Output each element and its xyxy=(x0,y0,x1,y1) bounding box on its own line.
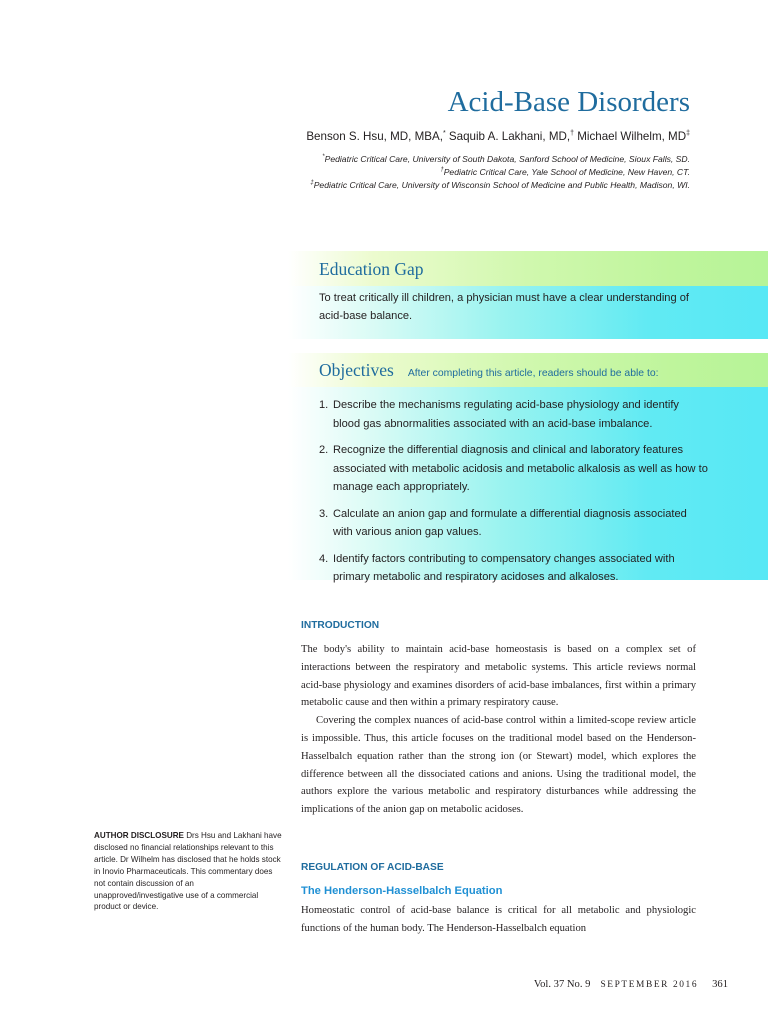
affiliation-text: Pediatric Critical Care, Yale School of Medicine, New Haven, CT. xyxy=(443,167,690,177)
author-name: Saquib A. Lakhani, MD, xyxy=(448,130,571,143)
objective-text: Recognize the differential diagnosis and clinical and laboratory features associated with metabolic acidosis and metabolic alkalosis as well as how to manage each appropriately. xyxy=(333,444,708,493)
author-mark: * xyxy=(442,130,446,138)
education-gap-box xyxy=(288,251,768,339)
introduction-heading: INTRODUCTION xyxy=(301,620,380,631)
objective-number: 4. xyxy=(319,552,329,565)
affiliation-text: Pediatric Critical Care, University of South Dakota, Sanford School of Medicine, Sioux Falls, SD. xyxy=(324,154,690,164)
disclosure-text: Drs Hsu and Lakhani have disclosed no financial relationships relevant to this article. Dr Wilhelm has disclosed that he holds stock in Inovio Pharmaceuticals. This commentary does not contain discussion of an unapproved/investigative use of a commercial product or device. xyxy=(94,831,282,912)
objective-text: Calculate an anion gap and formulate a differential diagnosis associated with various anion gap values. xyxy=(333,507,687,538)
article-title: Acid-Base Disorders xyxy=(447,86,690,118)
affiliation-mark: † xyxy=(440,167,444,174)
affiliation xyxy=(440,167,690,177)
objective-number: 3. xyxy=(319,507,329,520)
paragraph: The body's ability to maintain acid-base homeostasis is based on a complex set of interactions between the respiratory and metabolic systems. This article reviews normal acid-base physiology and examines disorders of acid-base imbalances, first within a primary metabolic cause and then within a primary respiratory cause. xyxy=(301,644,696,709)
objective-number: 2. xyxy=(319,444,329,456)
author-name: Benson S. Hsu, MD, MBA, xyxy=(306,130,443,143)
education-gap-header xyxy=(288,251,768,286)
author-mark: ‡ xyxy=(686,130,690,138)
footer-volume: Vol. 37 No. 9 xyxy=(533,979,591,990)
footer-month: SEPTEMBER 2016 xyxy=(600,980,699,990)
objective-item xyxy=(319,441,708,497)
education-gap-text: To treat critically ill children, a physician must have a clear understanding of acid-base balance. xyxy=(319,292,689,322)
page-number: 361 xyxy=(712,979,728,990)
objectives-list xyxy=(288,387,768,587)
affiliation xyxy=(310,180,690,190)
paragraph: Covering the complex nuances of acid-base control within a limited-scope review article is impossible. Thus, this article focuses on the traditional model based on the Henderson-Hasselbalch equation rather than the strong ion (or Stewart) model, which explores the difference between all the dissociated cations and anions. Using the traditional model, the authors explore the various metabolic and respiratory disturbances while addressing the implications of the anion gap on metabolic acidoses. xyxy=(301,715,696,816)
objectives-subtitle: After completing this article, readers should be able to: xyxy=(407,368,659,379)
page-footer xyxy=(534,979,728,990)
regulation-heading: REGULATION OF ACID-BASE xyxy=(301,862,444,873)
introduction-body xyxy=(301,641,696,819)
objective-item xyxy=(319,550,708,587)
objective-item xyxy=(319,396,708,433)
henderson-hasselbalch-subheading: The Henderson-Hasselbalch Equation xyxy=(301,885,503,897)
paragraph: Homeostatic control of acid-base balance is critical for all metabolic and physiologic functions of the human body. The Henderson-Hasselbalch equation xyxy=(301,905,696,934)
objective-number: 1. xyxy=(319,399,329,411)
affiliation-mark: * xyxy=(322,154,325,161)
objectives-title: Objectives xyxy=(319,360,394,380)
author-line xyxy=(306,130,690,143)
author-name: Michael Wilhelm, MD xyxy=(577,130,687,143)
education-gap-title: Education Gap xyxy=(319,259,424,279)
objective-item xyxy=(319,505,708,542)
author-disclosure xyxy=(94,830,284,913)
objectives-box xyxy=(288,353,768,583)
objective-text: Identify factors contributing to compensatory changes associated with primary metabolic and respiratory acidoses and alkaloses. xyxy=(333,552,675,583)
affiliation-text: Pediatric Critical Care, University of Wisconsin School of Medicine and Public Health, Madison, WI. xyxy=(313,180,690,190)
regulation-body xyxy=(301,902,696,938)
objectives-header xyxy=(288,353,768,387)
objective-text: Describe the mechanisms regulating acid-base physiology and identify blood gas abnormalities associated with an acid-base imbalance. xyxy=(333,399,679,430)
disclosure-label: AUTHOR DISCLOSURE xyxy=(94,831,184,840)
author-mark: † xyxy=(570,130,574,138)
affiliation-mark: ‡ xyxy=(310,180,314,187)
affiliation xyxy=(322,154,690,164)
